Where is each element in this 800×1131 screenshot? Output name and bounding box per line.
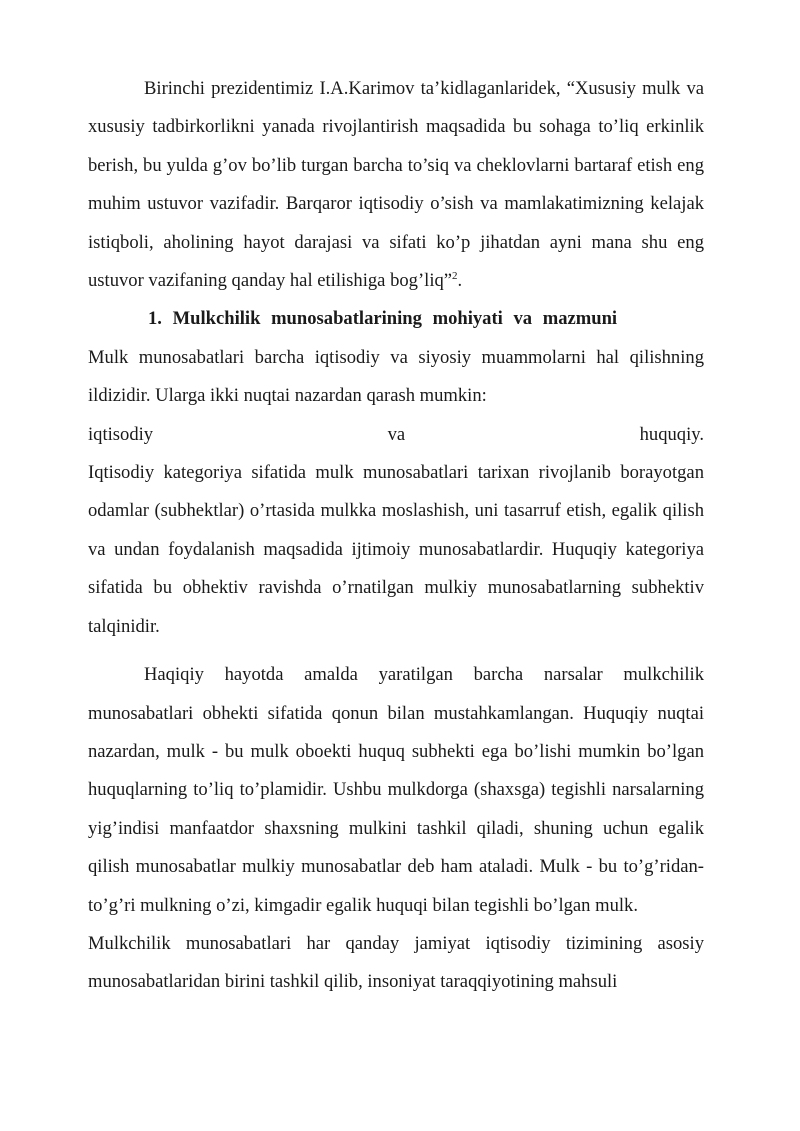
quote-paragraph-text: Birinchi prezidentimiz I.A.Karimov ta’kidlaganlaridek, “Xususiy mulk va xususiy tadbirkorlikni yanada rivojlantirish maqsadida bu sohaga to’liq erkinlik berish, bu yulda g’ov bo’lib turgan barcha to’siq va cheklovlarni bartaraf etish eng muhim ustuvor vazifadir. Barqaror iqtisodiy o’sish va mamlakatimizning kelajak istiqboli, aholining hayot darajasi va sifati ko’p jihatdan ayni mana shu eng ustuvor vazifaning qanday hal etilishiga bog’liq” [88, 78, 704, 292]
paragraph-real-life: Haqiqiy hayotda amalda yaratilgan barcha narsalar mulkchilik munosabatlari obhekti sifatida qonun bilan mustahkamlangan. Huquqiy nuqtai nazardan, mulk - bu mulk oboekti huquq subhekti ega bo’lishi mumkin bo’lgan huquqlarning to’liq to’plamidir. Ushbu mulkdorga (shaxsga) tegishli narsalarning yig’indisi manfaatdor shaxsning mulkini tashkil qiladi, shuning uchun egalik qilish munosabatlar mulkiy munosabatlar deb ham ataladi. Mulk - bu to’g’ridan-to’g’ri mulkning o’zi, kimgadir egalik huquqi bilan tegishli bo’lgan mulk. [88, 664, 704, 916]
paragraph-property-relations: Mulk munosabatlari barcha iqtisodiy va siyosiy muammolarni hal qilishning ildizidir. Ularga ikki nuqtai nazardan qarash mumkin: [88, 346, 704, 407]
word-legal: huquqiy. [639, 423, 704, 445]
footnote-reference[interactable]: 2 [452, 269, 458, 282]
paragraph-economic-category: Iqtisodiy kategoriya sifatida mulk munosabatlari tarixan rivojlanib borayotgan odamlar (subhektlar) o’rtasida mulkka moslashish, uni tasarruf etish, egalik qilish va undan foydalanish maqsadida ijtimoiy munosabatlardir. Huquqiy kategoriya sifatida bu obhektiv ravishda o’rnatilgan mulkiy munosabatlarning subhektiv talqinidir. [88, 462, 704, 637]
paragraph-ownership-relations: Mulkchilik munosabatlari har qanday jamiyat iqtisodiy tizimining asosiy munosabatlaridan birini tashkil qilib, insoniyat taraqqiyotining mahsuli [88, 932, 704, 993]
quote-paragraph-end: . [457, 270, 463, 292]
quote-paragraph [88, 70, 704, 300]
word-and: va [387, 423, 406, 445]
section-heading: 1. Mulkchilik munosabatlarining mohiyati va mazmuni [148, 308, 618, 330]
document-page [88, 70, 704, 1002]
paragraph-property-relations-last-line [88, 416, 704, 454]
word-economic: iqtisodiy [88, 423, 154, 445]
